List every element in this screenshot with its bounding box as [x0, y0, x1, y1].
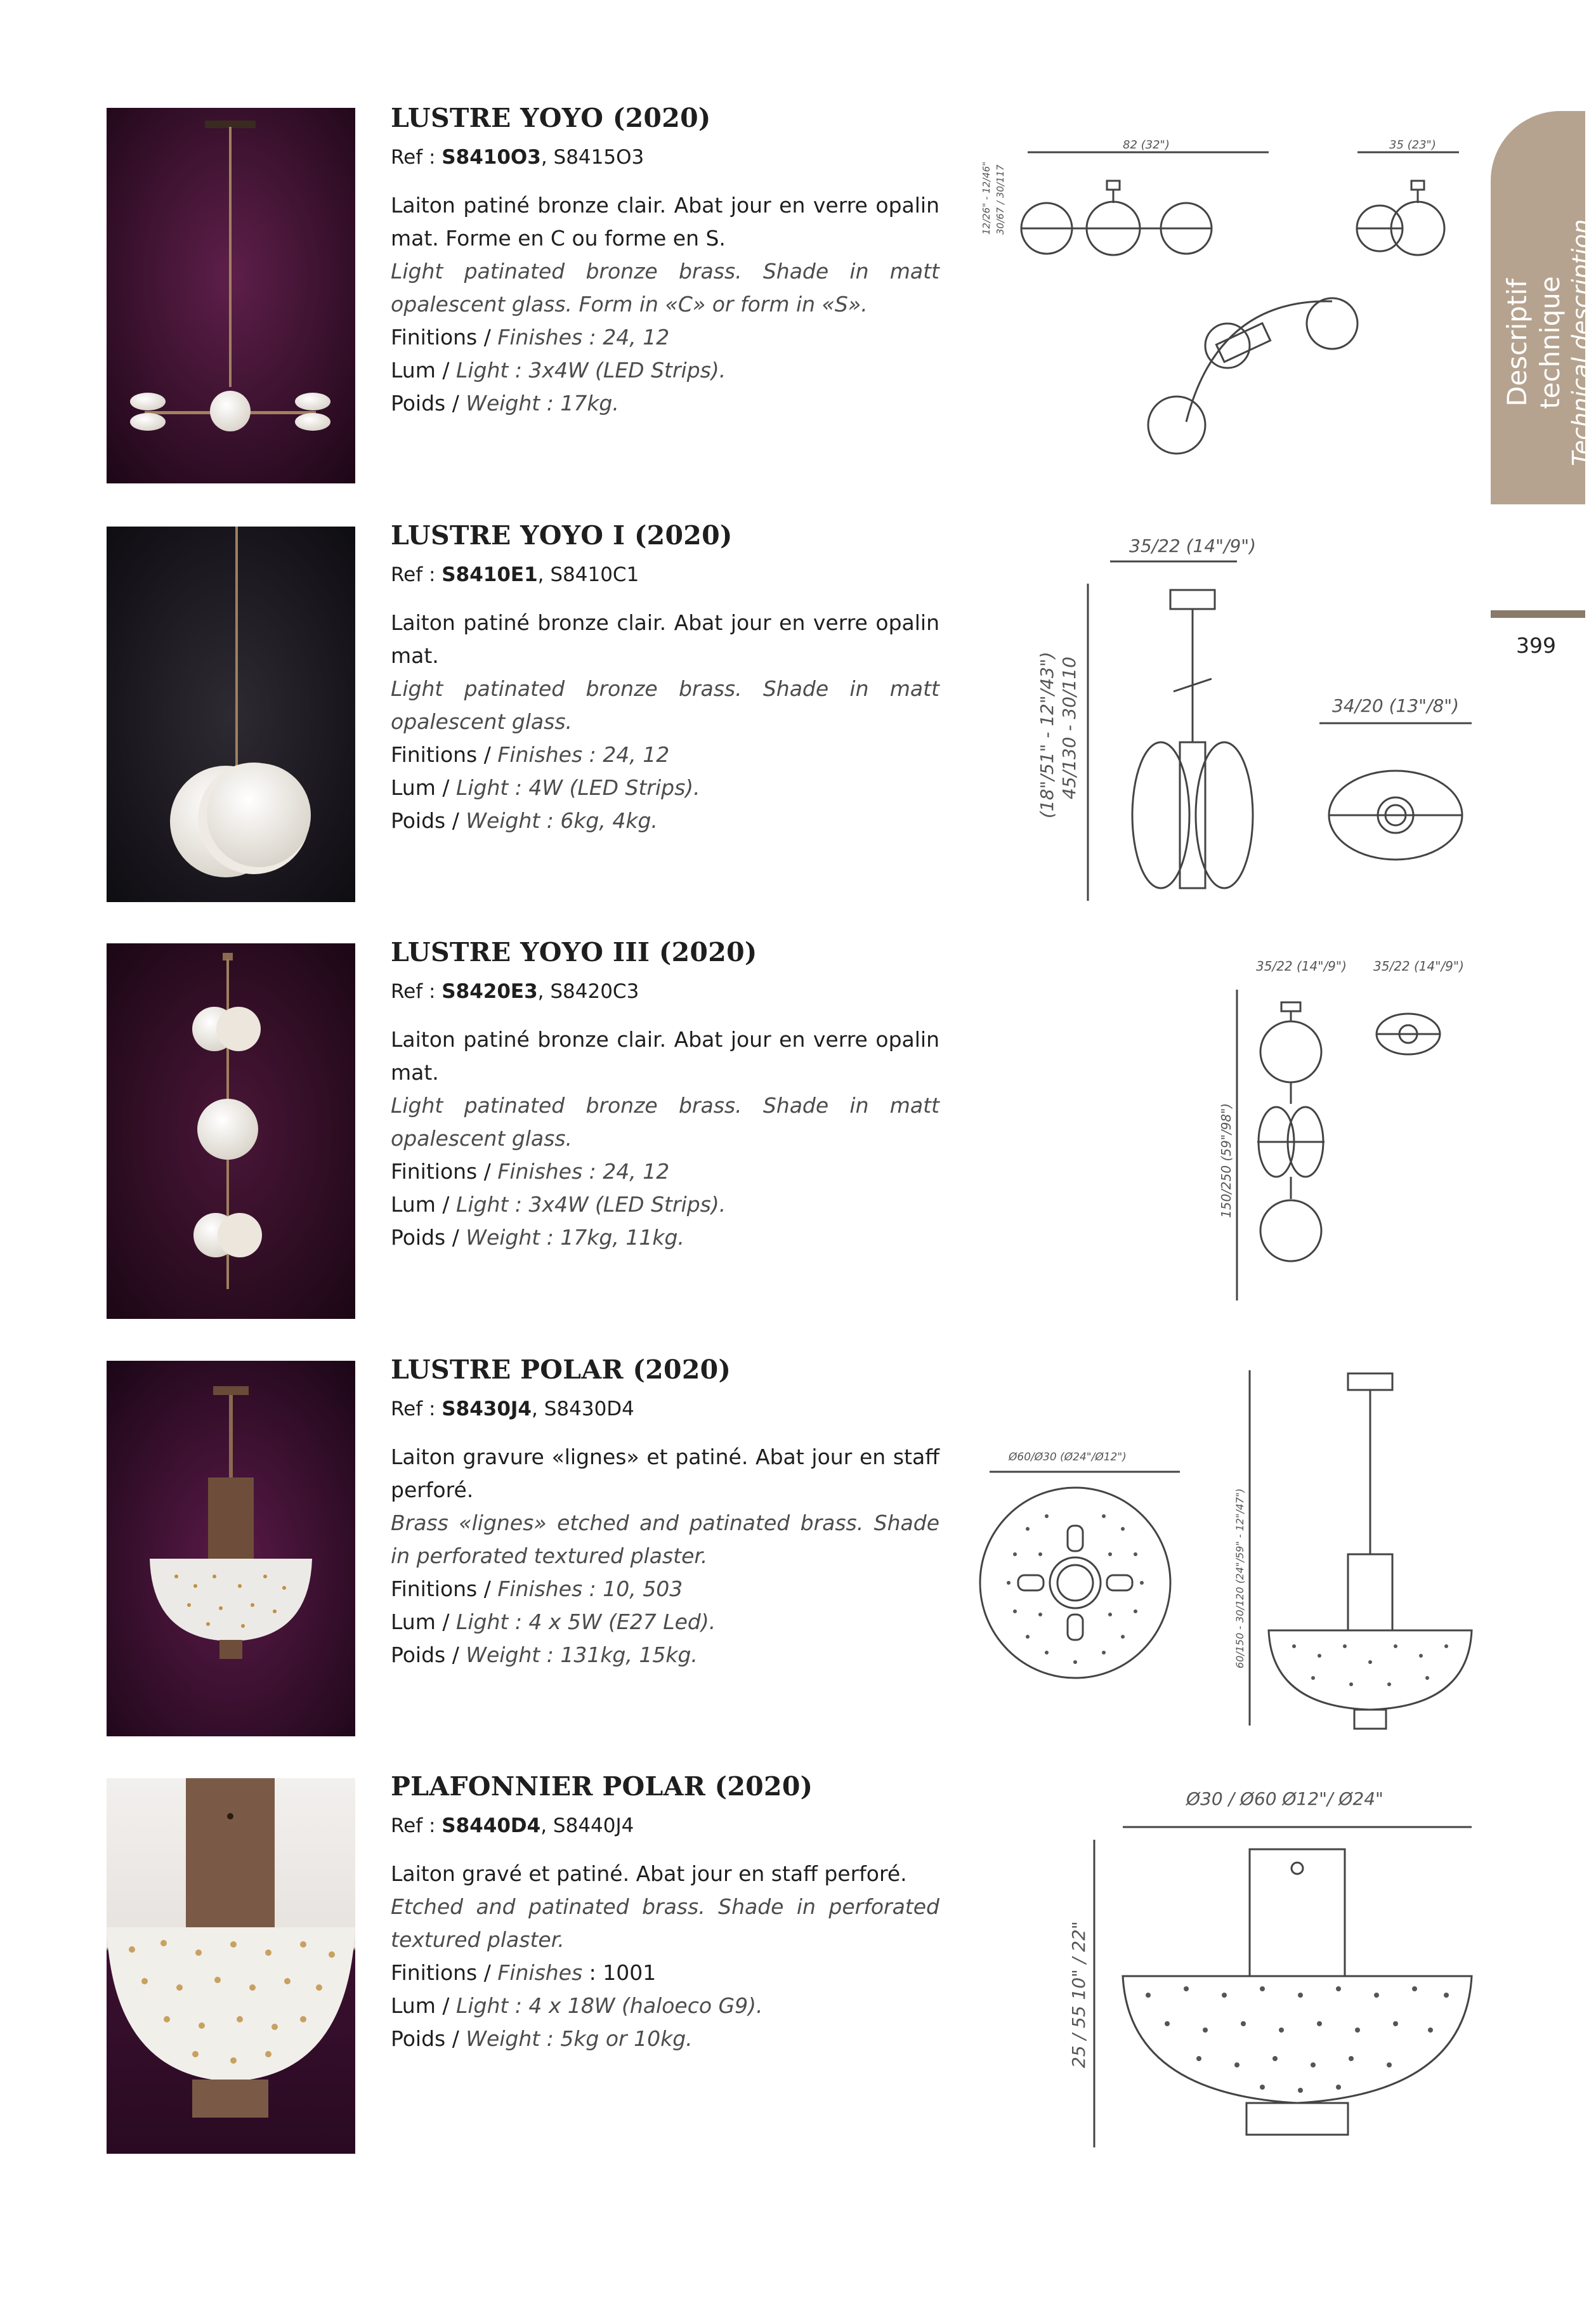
spec-light: Lum / Light : 3x4W (LED Strips).	[391, 1192, 726, 1217]
product-ref: Ref : S8440D4, S8440J4	[391, 1814, 634, 1837]
svg-text:25 / 55 10" / 22": 25 / 55 10" / 22"	[1068, 1921, 1089, 2068]
spec-weight: Poids / Weight : 17kg, 11kg.	[391, 1225, 684, 1250]
technical-drawing-plafonnier-polar	[1053, 1776, 1484, 2157]
page-number: 399	[1516, 633, 1556, 658]
product-title: LUSTRE POLAR (2020)	[391, 1354, 731, 1385]
description-fr: Laiton gravé et patiné. Abat jour en staff perforé.	[391, 1861, 907, 1886]
description-en: Brass «lignes» etched and patinated brass. Shade in perforated textured plaster.	[391, 1510, 939, 1568]
spec-light: Lum / Light : 4 x 5W (E27 Led).	[391, 1609, 716, 1634]
product-ref: Ref : S8430J4, S8430D4	[391, 1398, 634, 1420]
description-fr: Laiton gravure «lignes» et patiné. Abat jour en staff perforé.	[391, 1445, 939, 1502]
spec-weight: Poids / Weight : 17kg.	[391, 391, 619, 416]
spec-light: Lum / Light : 3x4W (LED Strips).	[391, 358, 726, 383]
product-photo-plafonnier-polar	[107, 1778, 355, 2154]
tab-subtitle: Technical description	[1567, 219, 1595, 466]
technical-drawing-yoyo-i	[1028, 533, 1484, 914]
product-title: PLAFONNIER POLAR (2020)	[391, 1771, 813, 1802]
product-description	[391, 1857, 939, 1956]
svg-text:45/130 - 30/110: 45/130 - 30/110	[1059, 657, 1080, 799]
product-ref: Ref : S8410E1, S8410C1	[391, 563, 639, 586]
description-fr: Laiton patiné bronze clair. Abat jour en verre opalin mat. Forme en C ou forme en S.	[391, 193, 939, 251]
svg-text:34/20 (13"/8"): 34/20 (13"/8")	[1332, 695, 1460, 716]
product-photo-polar	[107, 1361, 355, 1736]
svg-text:Ø30 / Ø60 Ø12"/ Ø24": Ø30 / Ø60 Ø12"/ Ø24"	[1186, 1788, 1383, 1809]
spec-finishes: Finitions / Finishes : 24, 12	[391, 1159, 670, 1184]
product-info-polar	[391, 1353, 939, 1672]
svg-text:Ø60/Ø30 (Ø24"/Ø12"): Ø60/Ø30 (Ø24"/Ø12")	[1009, 1451, 1127, 1464]
svg-text:12/26" - 12/46": 12/26" - 12/46"	[981, 161, 992, 235]
spec-finishes: Finitions / Finishes : 24, 12	[391, 325, 670, 350]
technical-drawing-yoyo	[977, 133, 1472, 450]
technical-drawing-polar	[971, 1364, 1478, 1732]
product-photo-yoyo-i	[107, 527, 355, 902]
description-en: Light patinated bronze brass. Shade in matt opalescent glass.	[391, 676, 939, 734]
product-info-plafonnier-polar	[391, 1770, 939, 2055]
svg-text:35 (23"): 35 (23")	[1389, 138, 1436, 152]
product-info-yoyo-iii	[391, 936, 939, 1254]
spec-weight: Poids / Weight : 131kg, 15kg.	[391, 1642, 698, 1667]
spec-finishes: Finitions / Finishes : 10, 503	[391, 1576, 683, 1601]
description-en: Light patinated bronze brass. Shade in matt opalescent glass. Form in «C» or form in «S».	[391, 259, 939, 317]
svg-text:35/22 (14"/9"): 35/22 (14"/9")	[1373, 959, 1464, 974]
spec-weight: Poids / Weight : 6kg, 4kg.	[391, 808, 658, 833]
product-title: LUSTRE YOYO III (2020)	[391, 937, 757, 967]
spec-weight: Poids / Weight : 5kg or 10kg.	[391, 2026, 693, 2051]
product-info-yoyo-i	[391, 519, 939, 837]
svg-text:35/22 (14"/9"): 35/22 (14"/9")	[1256, 959, 1347, 974]
product-description	[391, 1023, 939, 1155]
svg-text:82 (32"): 82 (32")	[1123, 138, 1170, 152]
svg-text:60/150 - 30/120 (24"/59" - 12: 60/150 - 30/120 (24"/59" - 12"/47")	[1234, 1488, 1246, 1668]
product-description	[391, 189, 939, 321]
spec-finishes: Finitions / Finishes : 24, 12	[391, 742, 670, 767]
spec-light: Lum / Light : 4 x 18W (haloeco G9).	[391, 1993, 763, 2018]
svg-text:150/250 (59"/98"): 150/250 (59"/98")	[1219, 1103, 1234, 1218]
product-photo-yoyo-iii	[107, 943, 355, 1319]
svg-text:(18"/51" - 12"/43"): (18"/51" - 12"/43")	[1037, 652, 1057, 818]
product-title: LUSTRE YOYO I (2020)	[391, 520, 733, 551]
svg-text:35/22 (14"/9"): 35/22 (14"/9")	[1129, 535, 1257, 556]
tab-title: Descriptif technique	[1501, 276, 1566, 409]
product-title: LUSTRE YOYO (2020)	[391, 103, 711, 133]
description-fr: Laiton patiné bronze clair. Abat jour en verre opalin mat.	[391, 1027, 939, 1085]
product-ref: Ref : S8420E3, S8420C3	[391, 980, 639, 1003]
description-fr: Laiton patiné bronze clair. Abat jour en verre opalin mat.	[391, 610, 939, 668]
product-description	[391, 606, 939, 738]
spec-light: Lum / Light : 4W (LED Strips).	[391, 775, 700, 800]
product-info-yoyo	[391, 102, 939, 420]
product-description	[391, 1441, 939, 1573]
product-photo-yoyo	[107, 108, 355, 483]
description-en: Light patinated bronze brass. Shade in matt opalescent glass.	[391, 1093, 939, 1151]
technical-drawing-yoyo-iii	[1205, 952, 1484, 1307]
product-ref: Ref : S8410O3, S8415O3	[391, 146, 644, 169]
section-tab-label	[1497, 209, 1595, 476]
page-marker-bar	[1491, 610, 1585, 618]
description-en: Etched and patinated brass. Shade in perforated textured plaster.	[391, 1894, 939, 1952]
spec-finishes: Finitions / Finishes : 1001	[391, 1960, 657, 1985]
svg-text:30/67 / 30/117: 30/67 / 30/117	[995, 164, 1006, 235]
